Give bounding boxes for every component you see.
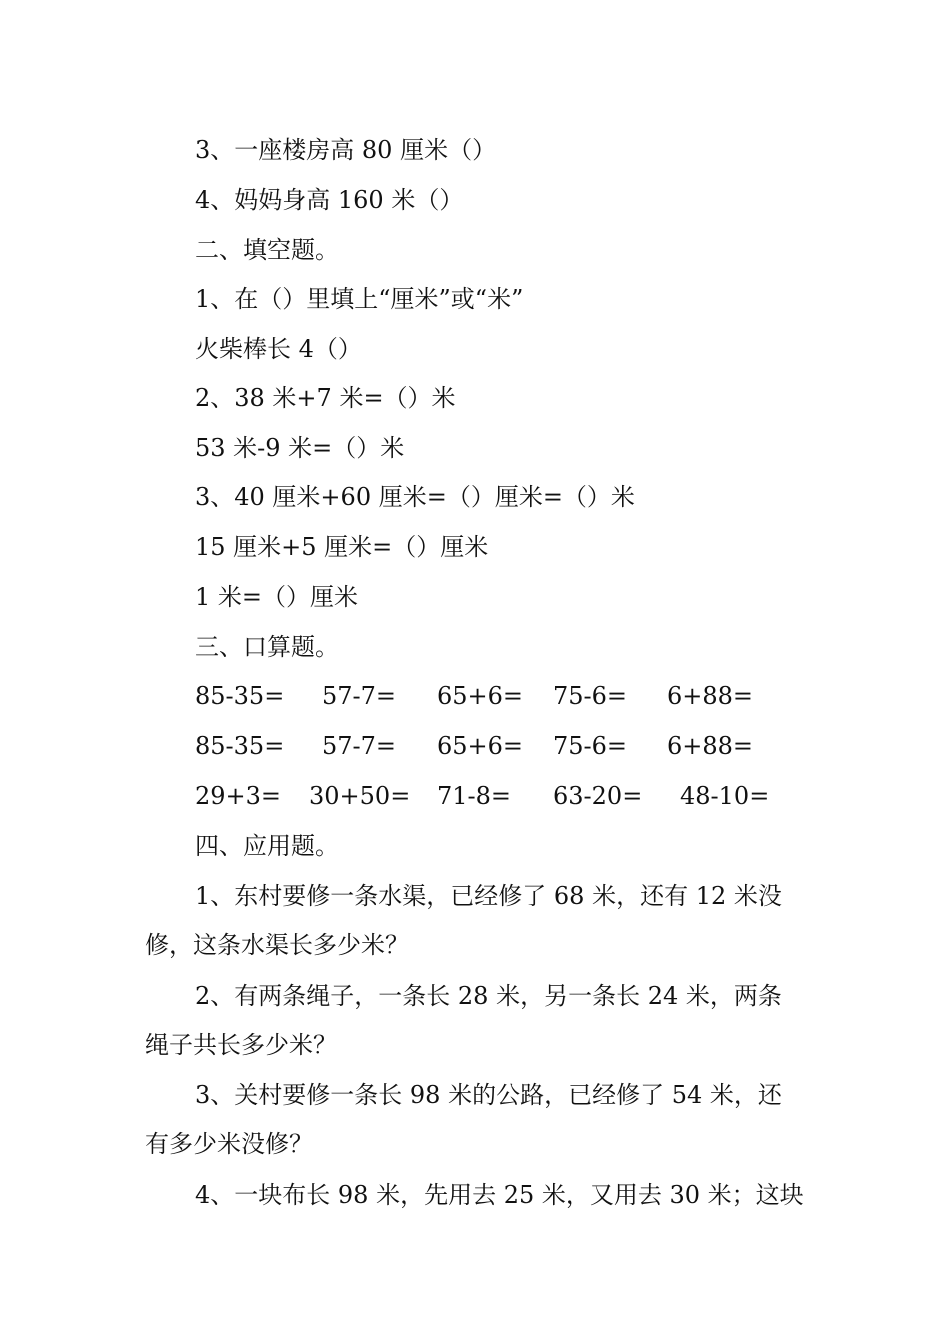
calc-item: 57-7= [322,682,397,710]
calc-item: 6+88= [667,682,754,710]
question-line: 2、38 米+7 米=（）米 [195,384,456,412]
calc-item: 75-6= [553,682,628,710]
problem-line: 有多少米没修？ [145,1130,313,1158]
problem-line: 3、关村要修一条长 98 米的公路，已经修了 54 米，还 [195,1081,782,1109]
calc-item: 75-6= [553,732,628,760]
calc-item: 85-35= [195,682,285,710]
calc-item: 65+6= [437,682,524,710]
problem-line: 1、东村要修一条水渠，已经修了 68 米，还有 12 米没 [195,882,782,910]
calc-item: 57-7= [322,732,397,760]
problem-line: 绳子共长多少米？ [145,1031,337,1059]
question-line: 1、在（）里填上“厘米”或“米” [195,285,524,313]
calc-row [0,781,950,811]
calc-item: 65+6= [437,732,524,760]
calc-item: 29+3= [195,782,282,810]
calc-item: 63-20= [553,782,643,810]
calc-row [0,731,950,761]
calc-row [0,681,950,711]
problem-line: 4、一块布长 98 米，先用去 25 米，又用去 30 米；这块 [195,1181,804,1209]
calc-item: 85-35= [195,732,285,760]
problem-line: 2、有两条绳子，一条长 28 米，另一条长 24 米，两条 [195,982,782,1010]
calc-item: 6+88= [667,732,754,760]
question-line: 4、妈妈身高 160 米（） [195,186,464,214]
question-line: 1 米=（）厘米 [195,583,359,611]
section-heading: 三、口算题。 [195,633,339,661]
calc-item: 71-8= [437,782,512,810]
question-line: 火柴棒长 4（） [195,335,362,363]
calc-item: 30+50= [309,782,411,810]
question-line: 53 米-9 米=（）米 [195,434,405,462]
section-heading: 二、填空题。 [195,236,339,264]
question-line: 3、一座楼房高 80 厘米（） [195,136,497,164]
question-line: 3、40 厘米+60 厘米=（）厘米=（）米 [195,483,635,511]
problem-line: 修，这条水渠长多少米？ [145,931,409,959]
section-heading: 四、应用题。 [195,832,339,860]
question-line: 15 厘米+5 厘米=（）厘米 [195,533,489,561]
calc-item: 48-10= [680,782,770,810]
